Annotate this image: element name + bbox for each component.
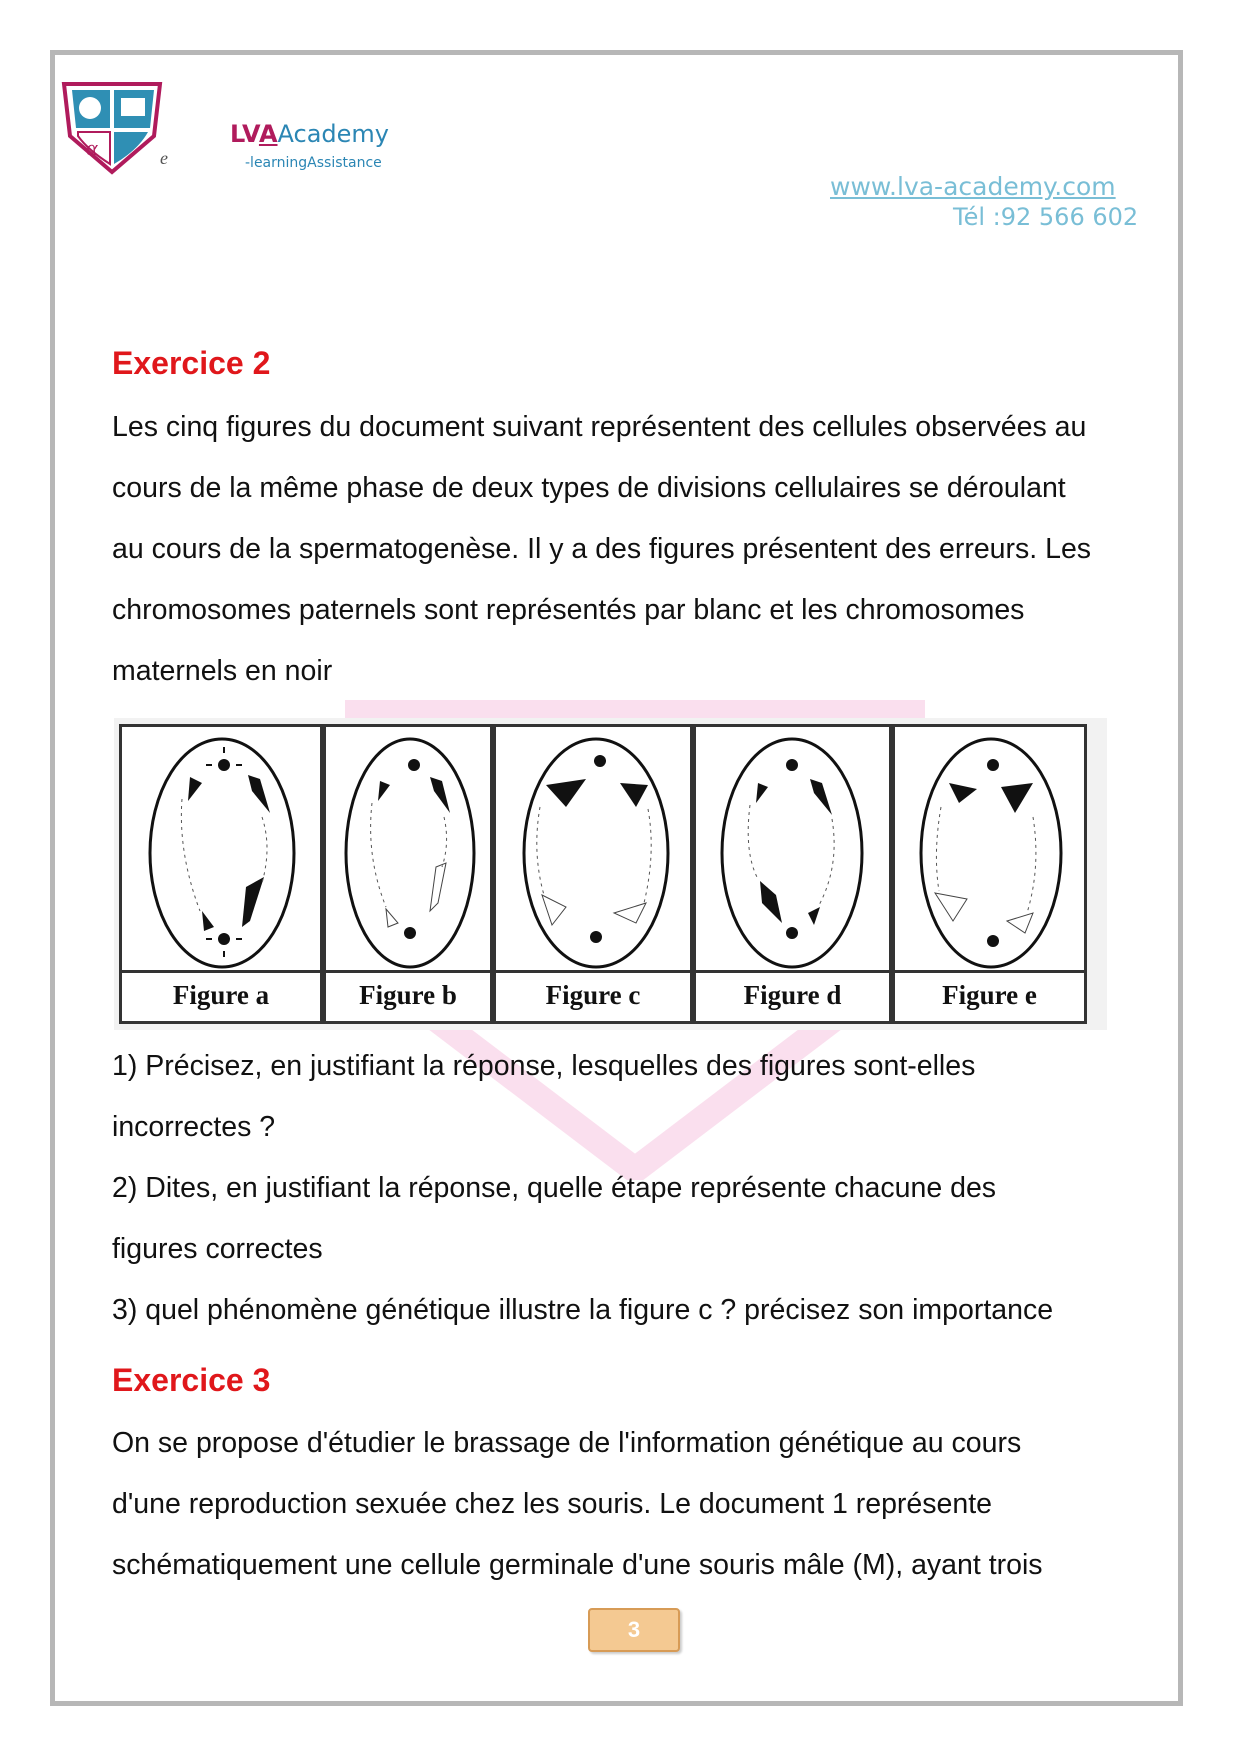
exercise-2-title: Exercice 2 (112, 345, 271, 381)
brand-name (230, 120, 389, 148)
intro-line: maternels en noir (112, 655, 333, 687)
brand-tagline: -learningAssistance (245, 155, 382, 171)
question-line: 2) Dites, en justifiant la réponse, quelle étape représente chacune des (112, 1172, 997, 1204)
figure-label: Figure a (122, 970, 320, 1021)
question-line: incorrectes ? (112, 1111, 276, 1143)
cell-drawing (895, 727, 1090, 979)
logo-letter: e (160, 148, 168, 168)
question-line: 3) quel phénomène génétique illustre la figure c ? précisez son importance (112, 1294, 1054, 1326)
intro-line: chromosomes paternels sont représentés par blanc et les chromosomes (112, 594, 1025, 626)
figure-label: Figure e (895, 970, 1084, 1021)
intro-line: Les cinq figures du document suivant représentent des cellules observées au (112, 411, 1087, 443)
figure-label: Figure d (696, 970, 889, 1021)
figure-label: Figure c (496, 970, 690, 1021)
cell-drawing (326, 727, 496, 979)
cell-drawing (496, 727, 696, 979)
figure-b (323, 724, 493, 1024)
website-link[interactable]: www.lva-academy.com (830, 172, 1116, 201)
cell-drawing (696, 727, 895, 979)
cell-drawing (122, 727, 326, 979)
cells-figure-panel (114, 718, 1107, 1030)
figure-e (892, 724, 1087, 1024)
exercise-2-questions (112, 1036, 1152, 1341)
lva-academy-logo (58, 80, 166, 175)
figure-a (119, 724, 323, 1024)
phone-number: Tél :92 566 602 (953, 203, 1139, 231)
brand-a: A (258, 120, 278, 148)
svg-text:α: α (86, 135, 98, 160)
figure-c (493, 724, 693, 1024)
exercise-3-title: Exercice 3 (112, 1362, 271, 1398)
brand-lv: LV (230, 120, 259, 148)
brand-academy: Academy (277, 120, 389, 148)
exercise-3-intro (112, 1413, 1152, 1596)
question-line: 1) Précisez, en justifiant la réponse, lesquelles des figures sont-elles (112, 1050, 976, 1082)
figure-label: Figure b (326, 970, 490, 1021)
intro-line: d'une reproduction sexuée chez les souris. Le document 1 représente (112, 1488, 992, 1520)
intro-line: On se propose d'étudier le brassage de l'information génétique au cours (112, 1427, 1022, 1459)
intro-line: au cours de la spermatogenèse. Il y a des figures présentent des erreurs. Les (112, 533, 1092, 565)
page-number: 3 (588, 1608, 680, 1652)
exercise-2-intro (112, 397, 1152, 702)
figure-d (693, 724, 892, 1024)
question-line: figures correctes (112, 1233, 323, 1265)
intro-line: cours de la même phase de deux types de divisions cellulaires se déroulant (112, 472, 1066, 504)
intro-line: schématiquement une cellule germinale d'une souris mâle (M), ayant trois (112, 1549, 1043, 1581)
